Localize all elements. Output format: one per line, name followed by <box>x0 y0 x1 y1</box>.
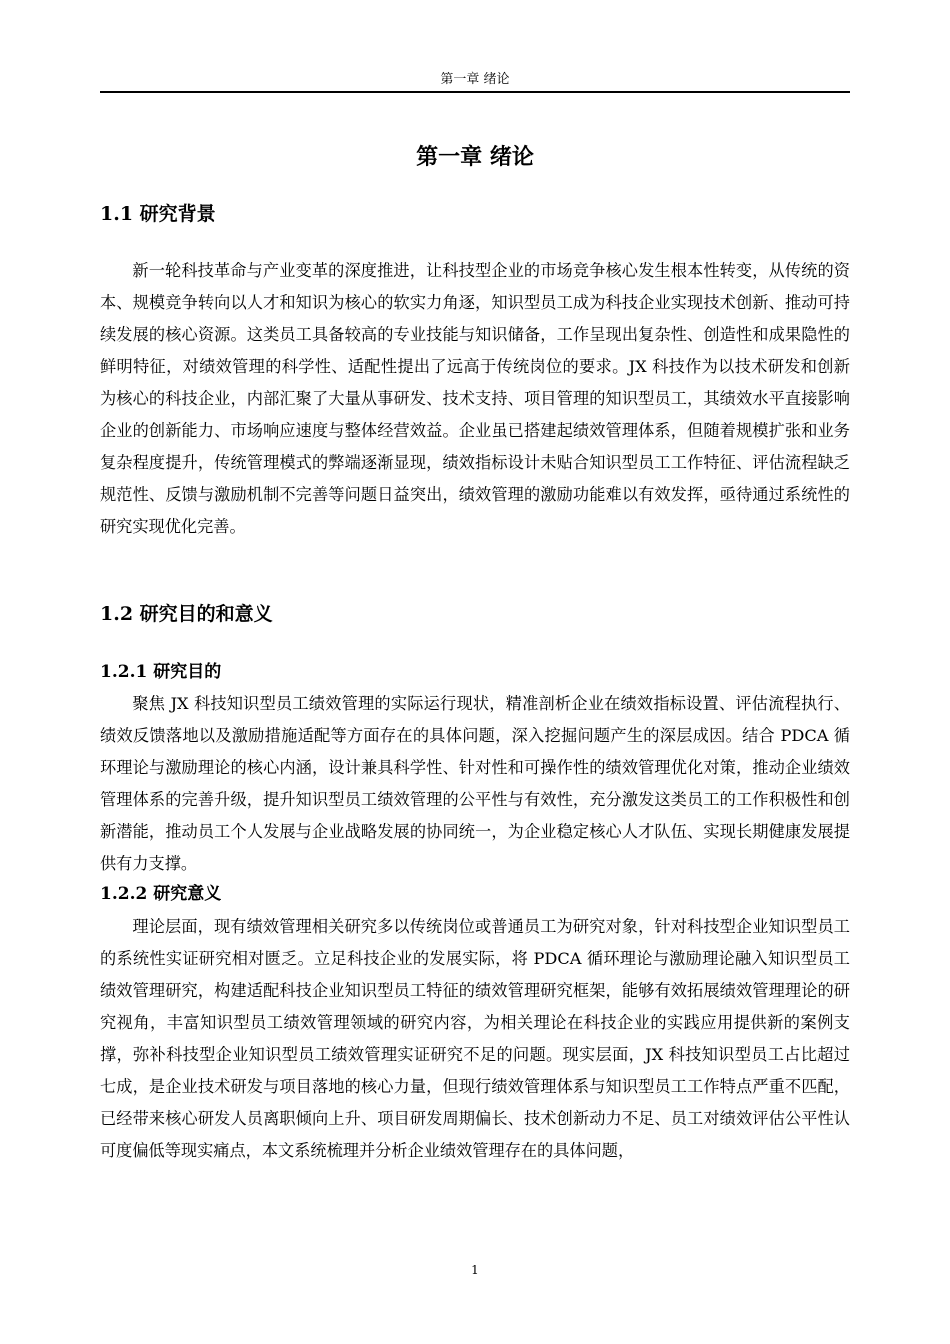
section-heading-1-1: 1.1 研究背景 <box>100 203 216 225</box>
header-divider <box>100 91 850 93</box>
section-heading-1-2: 1.2 研究目的和意义 <box>100 603 273 625</box>
paragraph-purpose: 聚焦 JX 科技知识型员工绩效管理的实际运行现状，精准剖析企业在绩效指标设置、评估流程执行、绩效反馈落地以及激励措施适配等方面存在的具体问题，深入挖掘问题产生的深层成因。结合 PDCA 循环理论与激励理论的核心内涵，设计兼具科学性、针对性和可操作性的绩效管理优化对策，推动企业绩效管理体系的完善升级，提升知识型员工绩效管理的公平性与有效性，充分激发这类员工的工作积极性和创新潜能，推动员工个人发展与企业战略发展的协同统一，为企业稳定核心人才队伍、实现长期健康发展提供有力支撑。 <box>100 694 850 873</box>
subsection-heading-1-2-1: 1.2.1 研究目的 <box>100 662 222 682</box>
subsection-heading-1-2-2: 1.2.2 研究意义 <box>100 884 222 904</box>
paragraph-significance: 理论层面，现有绩效管理相关研究多以传统岗位或普通员工为研究对象，针对科技型企业知识型员工的系统性实证研究相对匮乏。立足科技企业的发展实际，将 PDCA 循环理论与激励理论融入知识型员工绩效管理研究，构建适配科技企业知识型员工特征的绩效管理研究框架，能够有效拓展绩效管理理论的研究视角，丰富知识型员工绩效管理领域的研究内容，为相关理论在科技企业的实践应用提供新的案例支撑，弥补科技型企业知识型员工绩效管理实证研究不足的问题。现实层面，JX 科技知识型员工占比超过七成，是企业技术研发与项目落地的核心力量，但现行绩效管理体系与知识型员工工作特点严重不匹配，已经带来核心研发人员离职倾向上升、项目研发周期偏长、技术创新动力不足、员工对绩效评估公平性认可度偏低等现实痛点，本文系统梳理并分析企业绩效管理存在的具体问题， <box>100 917 850 1160</box>
page-number: 1 <box>471 1263 479 1277</box>
running-header: 第一章 绪论 <box>440 72 510 87</box>
chapter-title: 第一章 绪论 <box>416 144 534 170</box>
paragraph-background: 新一轮科技革命与产业变革的深度推进，让科技型企业的市场竞争核心发生根本性转变，从传统的资本、规模竞争转向以人才和知识为核心的软实力角逐，知识型员工成为科技企业实现技术创新、推动可持续发展的核心资源。这类员工具备较高的专业技能与知识储备，工作呈现出复杂性、创造性和成果隐性的鲜明特征，对绩效管理的科学性、适配性提出了远高于传统岗位的要求。JX 科技作为以技术研发和创新为核心的科技企业，内部汇聚了大量从事研发、技术支持、项目管理的知识型员工，其绩效水平直接影响企业的创新能力、市场响应速度与整体经营效益。企业虽已搭建起绩效管理体系，但随着规模扩张和业务复杂程度提升，传统管理模式的弊端逐渐显现，绩效指标设计未贴合知识型员工工作特征、评估流程缺乏规范性、反馈与激励机制不完善等问题日益突出，绩效管理的激励功能难以有效发挥，亟待通过系统性的研究实现优化完善。 <box>100 261 850 536</box>
